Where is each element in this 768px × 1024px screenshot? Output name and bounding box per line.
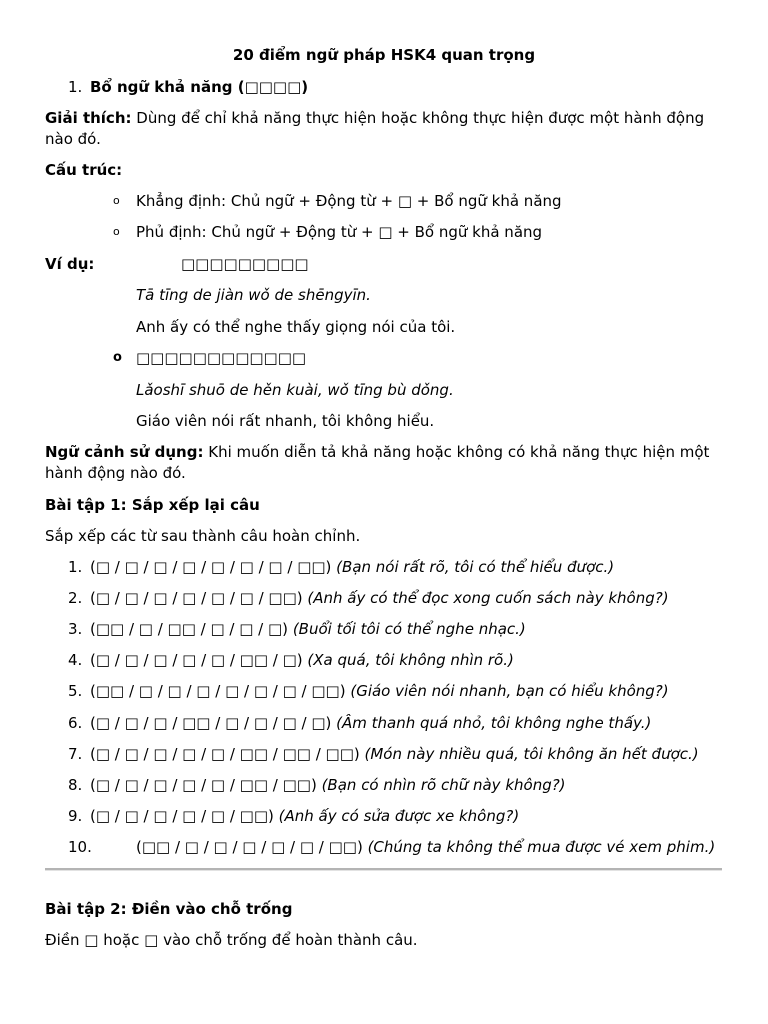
list-item <box>136 837 715 857</box>
list-item-number: 1. <box>68 558 83 576</box>
structure-affirmative: Khẳng định: Chủ ngữ + Động từ + □ + Bổ ngữ khả năng <box>136 192 562 210</box>
list-item-number: 6. <box>68 714 83 732</box>
exercise1-title: Bài tập 1: Sắp xếp lại câu <box>45 496 260 514</box>
item-translation: (Bạn nói rất rõ, tôi có thể hiểu được.) <box>336 558 615 576</box>
list-item-number: 10. <box>68 838 92 856</box>
item-words: (□□ / □ / □ / □ / □ / □ / □ / □□) <box>90 682 346 700</box>
list-item <box>90 775 566 795</box>
section-number: 1. <box>68 78 83 96</box>
list-item <box>90 806 519 826</box>
structure-label: Cấu trúc: <box>45 161 123 179</box>
list-item <box>90 588 669 608</box>
example-meaning: Anh ấy có thể nghe thấy giọng nói của tôi. <box>136 318 456 336</box>
bullet-marker: o <box>113 350 122 365</box>
item-words: (□ / □ / □ / □ / □ / □□ / □□ / □□) <box>90 745 360 763</box>
list-item-number: 5. <box>68 682 83 700</box>
list-item-number: 7. <box>68 745 83 763</box>
item-words: (□□ / □ / □ / □ / □ / □ / □□) <box>136 838 363 856</box>
item-translation: (Chúng ta không thể mua được vé xem phim.) <box>367 838 716 856</box>
explanation-label: Giải thích: <box>45 109 132 127</box>
example-meaning: Giáo viên nói rất nhanh, tôi không hiểu. <box>136 412 435 430</box>
item-translation: (Giáo viên nói nhanh, bạn có hiểu không?) <box>350 682 669 700</box>
list-item-number: 3. <box>68 620 83 638</box>
examples-label: Ví dụ: <box>45 255 95 273</box>
list-item <box>90 744 699 764</box>
context-label: Ngữ cảnh sử dụng: <box>45 443 204 461</box>
item-translation: (Món này nhiều quá, tôi không ăn hết được.) <box>364 745 699 763</box>
list-item <box>90 557 614 577</box>
item-words: (□ / □ / □ / □ / □ / □□ / □□) <box>90 776 317 794</box>
section-heading: Bổ ngữ khả năng (□□□□) <box>90 78 309 96</box>
context-paragraph <box>45 442 725 484</box>
item-words: (□ / □ / □ / □□ / □ / □ / □ / □) <box>90 714 332 732</box>
example-pinyin: Lǎoshī shuō de hěn kuài, wǒ tīng bù dǒng. <box>136 381 454 399</box>
list-item-number: 4. <box>68 651 83 669</box>
example-pinyin: Tā tīng de jiàn wǒ de shēngyīn. <box>136 286 371 304</box>
item-translation: (Bạn có nhìn rõ chữ này không?) <box>321 776 566 794</box>
item-translation: (Xa quá, tôi không nhìn rõ.) <box>307 651 514 669</box>
item-words: (□ / □ / □ / □ / □ / □□) <box>90 807 274 825</box>
horizontal-divider <box>45 868 722 871</box>
list-item <box>90 713 651 733</box>
list-item-number: 2. <box>68 589 83 607</box>
item-words: (□ / □ / □ / □ / □ / □ / □ / □□) <box>90 558 332 576</box>
item-words: (□□ / □ / □□ / □ / □ / □) <box>90 620 289 638</box>
explanation-paragraph <box>45 108 725 150</box>
structure-negative: Phủ định: Chủ ngữ + Động từ + □ + Bổ ngữ khả năng <box>136 223 543 241</box>
context-text: Khi muốn diễn tả khả năng hoặc không có khả năng thực hiện một hành động nào đó. <box>45 443 710 482</box>
example-chinese: □□□□□□□□□ <box>181 255 309 273</box>
list-item-number: 9. <box>68 807 83 825</box>
item-translation: (Buổi tối tôi có thể nghe nhạc.) <box>292 620 526 638</box>
exercise2-instruction: Điền □ hoặc □ vào chỗ trống để hoàn thành câu. <box>45 931 418 949</box>
list-item <box>90 681 669 701</box>
item-words: (□ / □ / □ / □ / □ / □ / □□) <box>90 589 303 607</box>
example-chinese: □□□□□□□□□□□□ <box>136 349 307 367</box>
bullet-marker: o <box>113 225 120 238</box>
page-title: 20 điểm ngữ pháp HSK4 quan trọng <box>232 46 536 64</box>
list-item-number: 8. <box>68 776 83 794</box>
item-translation: (Anh ấy có thể đọc xong cuốn sách này không?) <box>307 589 669 607</box>
item-translation: (Anh ấy có sửa được xe không?) <box>278 807 520 825</box>
list-item <box>90 650 514 670</box>
item-translation: (Âm thanh quá nhỏ, tôi không nghe thấy.) <box>336 714 652 732</box>
list-item <box>90 619 526 639</box>
explanation-text: Dùng để chỉ khả năng thực hiện hoặc không thực hiện được một hành động nào đó. <box>45 109 705 148</box>
item-words: (□ / □ / □ / □ / □ / □□ / □) <box>90 651 303 669</box>
exercise1-instruction: Sắp xếp các từ sau thành câu hoàn chỉnh. <box>45 527 361 545</box>
exercise2-title: Bài tập 2: Điền vào chỗ trống <box>45 900 293 918</box>
bullet-marker: o <box>113 194 120 207</box>
